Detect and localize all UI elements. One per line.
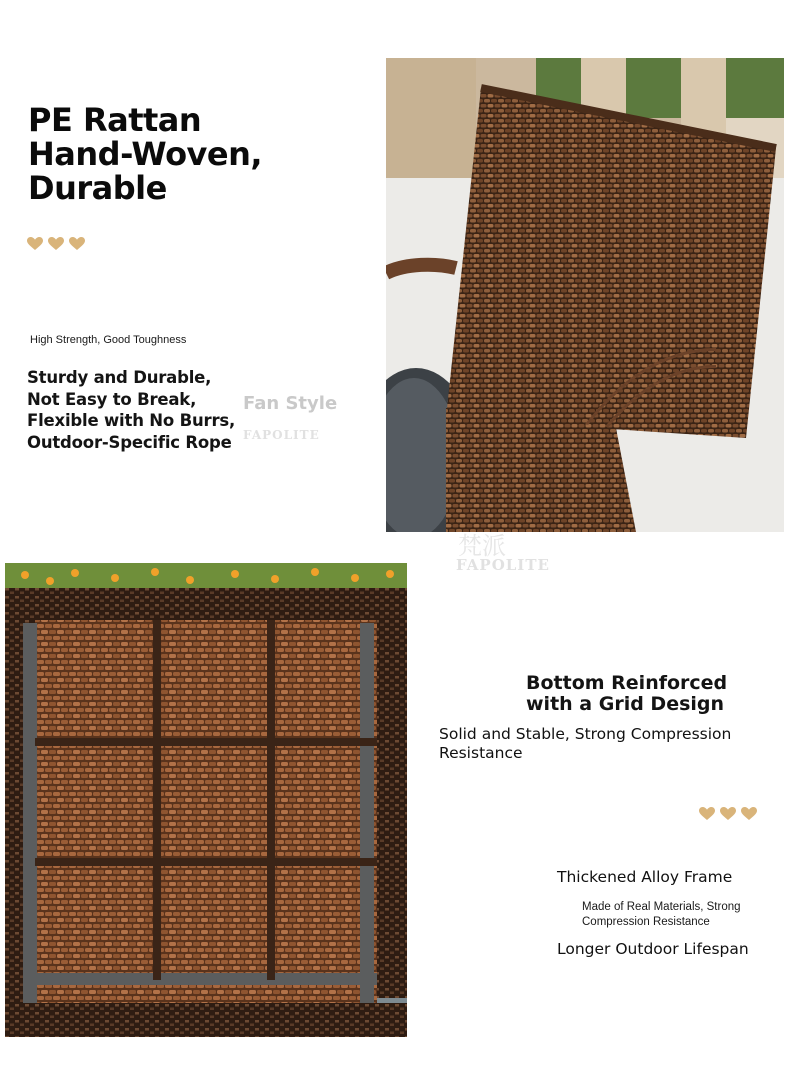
bottom-description: Solid and Stable, Strong Compression Resistance [439,725,732,762]
heart-icon [741,807,757,821]
title-line-2: Hand-Woven, [28,135,263,173]
brand-watermark: FAPOLITE [243,428,320,442]
bottom-heading-line-2: with a Grid Design [526,693,725,715]
strength-caption: High Strength, Good Toughness [30,334,187,346]
feature-line: Outdoor-Specific Rope [27,432,232,452]
heart-icon [699,807,715,821]
heart-row-top [27,237,85,251]
chair-bottom-photo [5,563,407,1037]
chair-photo [386,58,784,532]
style-label: Fan Style [243,393,338,414]
brand-watermark: FAPOLITE [456,556,550,574]
feature-line: Sturdy and Durable, [27,368,212,387]
heart-icon [48,237,64,251]
page-title [28,103,358,205]
title-line-3: Durable [28,169,167,207]
bottom-heading [526,673,766,715]
feature-line: Flexible with No Burrs, [27,411,236,430]
lifespan-text: Longer Outdoor Lifespan [557,940,749,958]
frame-title: Thickened Alloy Frame [557,868,733,886]
heart-row-bottom [699,807,757,821]
heart-icon [720,807,736,821]
feature-line: Not Easy to Break, [27,389,197,409]
heart-icon [69,237,85,251]
bottom-heading-line-1: Bottom Reinforced [526,672,728,694]
frame-description: Made of Real Materials, Strong Compression Resistance [582,901,741,928]
feature-lines [27,367,252,453]
title-line-1: PE Rattan [28,101,202,139]
heart-icon [27,237,43,251]
brand-watermark-cn: 梵派 [458,532,506,560]
